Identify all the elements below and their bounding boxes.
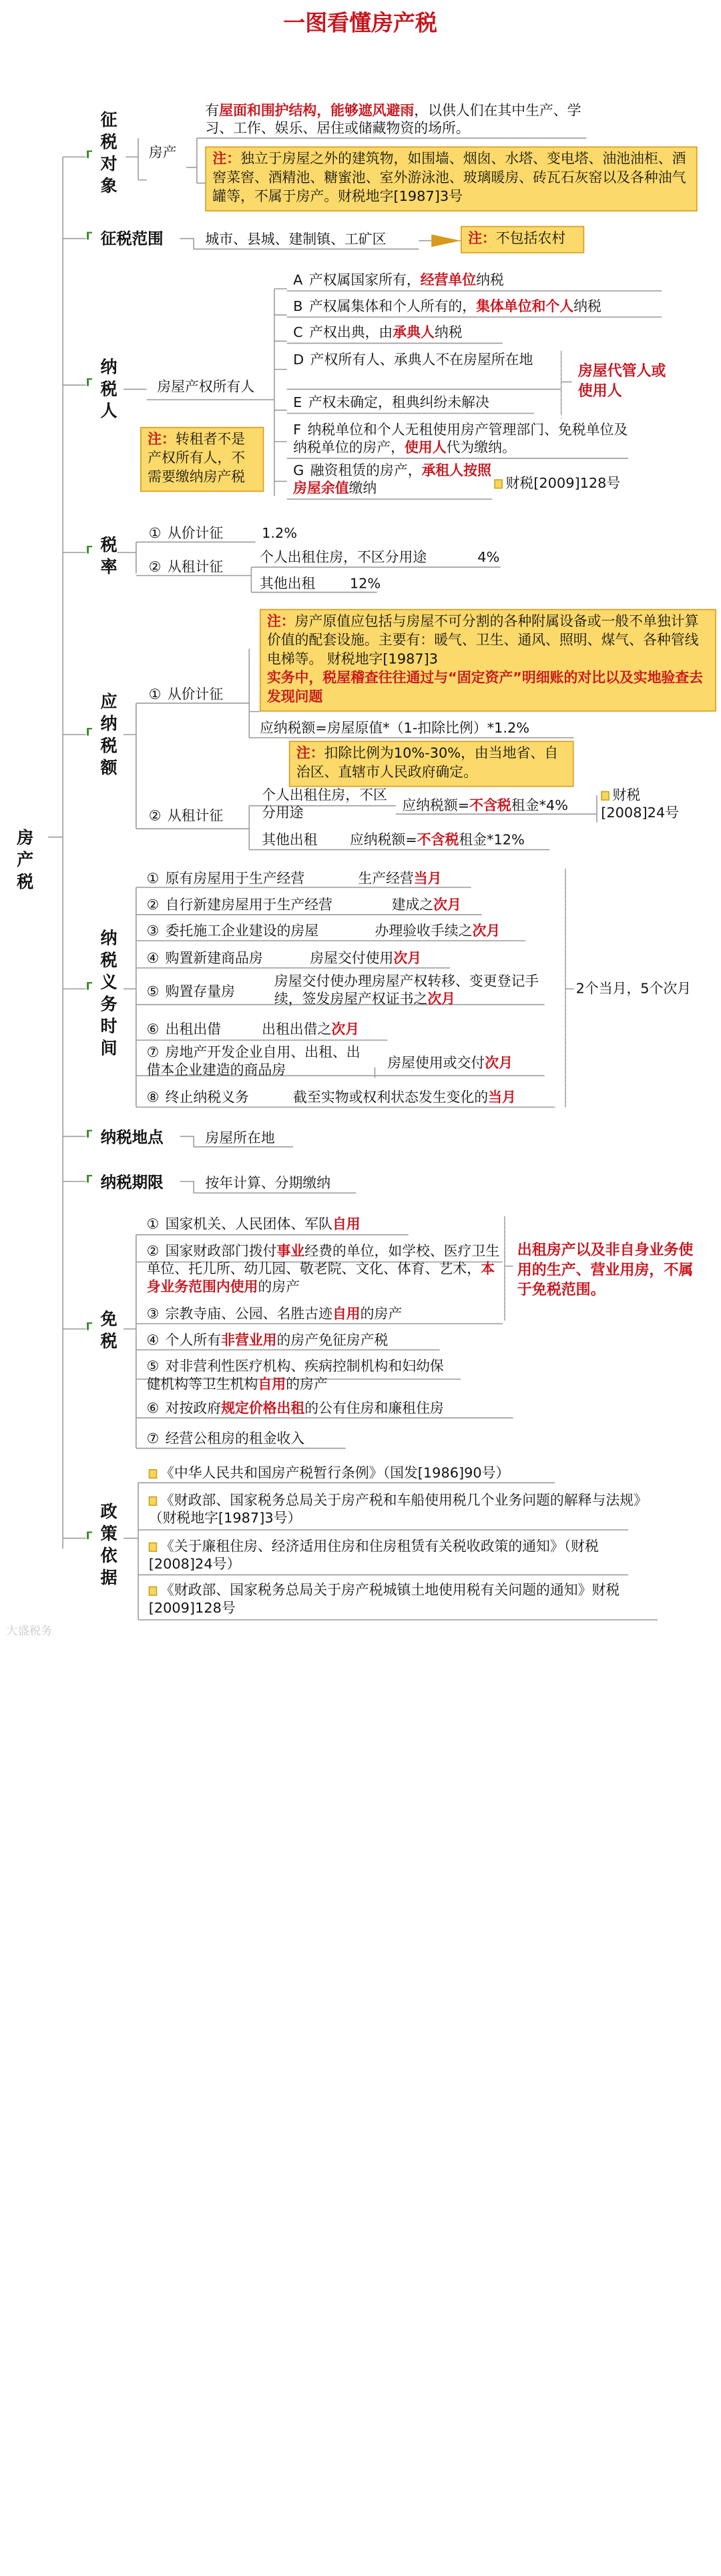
formula-by-value: 应纳税额=房屋原值*（1-扣除比例）*1.2% [259,721,530,737]
sub-owner: 房屋产权所有人 [157,380,255,396]
obligation-item-6: ⑥ 出租出借 [146,1022,222,1038]
property-definition: 有屋面和围护结构，能够遮风避雨，以供人们在其中生产、学习、工作、娱乐、居住或储藏物资的场所。 [205,103,581,137]
obligation-item-7: ⑦ 房地产开发企业自用、出租、出借本企业建造的商品房 [146,1045,360,1080]
tax-period-value: 按年计算、分期缴纳 [205,1176,331,1192]
exempt-5: ⑤ 对非营利性医疗机构、疾病控制机构和妇幼保健机构等卫生机构自用的房产 [146,1359,444,1393]
taxpayer-a: A 产权属国家所有，经营单位纳税 [293,273,504,289]
payable-by-rent: ② 从租计征 [148,809,224,825]
exempt-3: ③ 宗教寺庙、公园、名胜古迹自用的房产 [146,1306,403,1323]
exempt-4: ④ 个人所有非营业用的房产免征房产税 [146,1333,389,1349]
obligation-time-6: 出租出借之次月 [262,1022,360,1038]
rate-by-rent: ② 从租计征 [148,560,224,576]
document-icon [149,1469,158,1478]
branch-tick-icon: ᒥ [85,981,93,993]
taxpayer-f: F 纳税单位和个人无租使用房产管理部门、免税单位及纳税单位的房产，使用人代为缴纳。 [293,422,628,456]
rate-personal-rent-pct: 4% [477,550,500,566]
document-icon [494,479,503,488]
exempt-7: ⑦ 经营公租房的租金收入 [146,1431,305,1448]
page-title: 一图看懂房产税 [283,10,437,36]
rate-by-value-pct: 1.2% [262,526,298,542]
rate-other-rent-pct: 12% [349,576,381,592]
note-tax-object: 注：独立于房屋之外的建筑物，如围墙、烟囱、水塔、变电塔、油池油柜、酒窖菜窖、酒精池、糖蜜池、室外游泳池、玻璃暖房、砖瓦石灰窑以及各种油气罐等，不属于房产。财税地字[1987]3号 [205,147,697,211]
branch-tick-icon: ᒥ [85,378,93,390]
obligation-time-1: 生产经营当月 [358,871,442,888]
obligation-item-3: ③ 委托施工企业建设的房屋 [146,923,319,940]
policy-4: 《财政部、国家税务总局关于房产税城镇土地使用税有关问题的通知》财税[2009]128号 [148,1583,620,1617]
obligation-summary: 2个当月，5个次月 [575,981,692,997]
branch-tick-icon: ᒥ [85,1129,93,1141]
category-tax-place: 纳税地点 [100,1128,164,1147]
exempt-exclusion-note: 出租房产以及非自身业务使用的生产、营业用房，不属于免税范围。 [517,1242,694,1299]
branch-tick-icon: ᒥ [85,727,93,739]
note-deduction-ratio: 注：扣除比例为10%-30%，由当地省、自治区、直辖市人民政府确定。 [289,741,574,787]
rate-personal-rent: 个人出租住房，不区分用途 [259,550,427,566]
payable-by-value: ① 从价计征 [148,687,224,703]
document-icon [149,1543,158,1552]
rate-other-rent: 其他出租 [259,576,316,592]
payable-other-rent: 其他出租 [262,833,318,849]
note-sublessor: 注：转租者不是产权所有人，不需要缴纳房产税 [140,427,264,492]
obligation-item-8: ⑧ 终止纳税义务 [146,1090,249,1106]
exempt-6: ⑥ 对按政府规定价格出租的公有住房和廉租住房 [146,1401,444,1417]
category-exemption: 免 税 [100,1309,117,1351]
taxpayer-c: C 产权出典，由承典人纳税 [293,325,463,342]
branch-tick-icon: ᒥ [85,1174,93,1186]
ref-2009-128: 财税[2009]128号 [494,475,620,493]
obligation-time-7: 房屋使用或交付次月 [387,1055,513,1072]
exempt-2: ② 国家财政部门拨付事业经费的单位，如学校、医疗卫生单位、托儿所、幼儿园、敬老院、文化、体育、艺术，本身业务范围内使用的房产 [146,1244,500,1296]
agent-or-user-note: 房屋代管人或使用人 [577,363,666,400]
category-policy-basis: 政 策 依 据 [100,1501,117,1588]
branch-tick-icon: ᒥ [85,1321,93,1334]
ref-2008-24: 财税[2008]24号 [601,788,680,822]
document-icon [149,1496,158,1506]
category-tax-period: 纳税期限 [100,1173,164,1192]
payable-personal-rent: 个人出租住房，不区分用途 [262,788,387,822]
category-obligation-time: 纳 税 义 务 时 间 [100,928,117,1058]
formula-other-rent: 应纳税额=不含税租金*12% [349,833,525,849]
branch-tick-icon: ᒥ [85,231,93,243]
policy-2: 《财政部、国家税务总局关于房产税和车船使用税几个业务问题的解释与法规》（财税地字[1987]3号） [148,1493,641,1527]
obligation-time-4: 房屋交付使用次月 [310,951,422,967]
watermark: 大盛税务 [6,1624,53,1638]
obligation-item-5: ⑤ 购置存量房 [146,984,235,1001]
obligation-time-2: 建成之次月 [391,897,461,914]
rate-by-value: ① 从价计征 [148,526,224,542]
branch-tick-icon: ᒥ [85,149,93,161]
tax-place-value: 房屋所在地 [205,1131,275,1147]
scope-value: 城市、县城、建制镇、工矿区 [205,232,387,248]
exempt-1: ① 国家机关、人民团体、军队自用 [146,1217,360,1233]
policy-3: 《关于廉租住房、经济适用住房和住房租赁有关税收政策的通知》（财税[2008]24号） [148,1539,599,1573]
obligation-time-5: 房屋交付使办理房屋产权转移、变更登记手续，签发房屋产权证书之次月 [274,974,539,1008]
obligation-item-1: ① 原有房屋用于生产经营 [146,871,305,888]
obligation-time-3: 办理验收手续之次月 [375,923,501,940]
document-icon [601,791,610,801]
note-scope: 注：不包括农村 [461,226,584,254]
category-taxpayer: 纳 税 人 [100,356,117,421]
taxpayer-e: E 产权未确定，租典纠纷未解决 [293,395,489,412]
taxpayer-d: D 产权所有人、承典人不在房屋所在地 [293,352,533,369]
formula-personal-rent: 应纳税额=不含税租金*4% [402,798,568,815]
note-original-value: 注：房产原值应包括与房屋不可分割的各种附属设备或一般不单独计算价值的配套设施。主要有：暖气、卫生、通风、照明、煤气、各种管线电梯等。 财税地字[1987]3 实务中，税屋稽查往往通过与“固定资产”明细账的对比以及实地验查去发现问题 [260,609,716,712]
obligation-item-2: ② 自行新建房屋用于生产经营 [146,897,332,914]
category-tax-scope: 征税范围 [100,229,164,248]
policy-1: 《中华人民共和国房产税暂行条例》（国发[1986]90号） [149,1465,510,1483]
taxpayer-b: B 产权属集体和个人所有的，集体单位和个人纳税 [293,299,602,316]
taxpayer-g: G 融资租赁的房产，承租人按照房屋余值缴纳 [293,463,491,497]
root-node: 房 产 税 [17,827,34,892]
category-tax-payable: 应 纳 税 额 [100,691,117,778]
branch-tick-icon: ᒥ [85,1531,93,1543]
document-icon [149,1587,158,1596]
obligation-time-8: 截至实物或权利状态发生变化的当月 [293,1090,516,1106]
category-tax-rate: 税 率 [100,534,117,577]
obligation-item-4: ④ 购置新建商品房 [146,951,263,967]
sub-property: 房产 [148,145,177,161]
branch-tick-icon: ᒥ [85,545,93,557]
category-tax-object: 征 税 对 象 [100,109,117,196]
